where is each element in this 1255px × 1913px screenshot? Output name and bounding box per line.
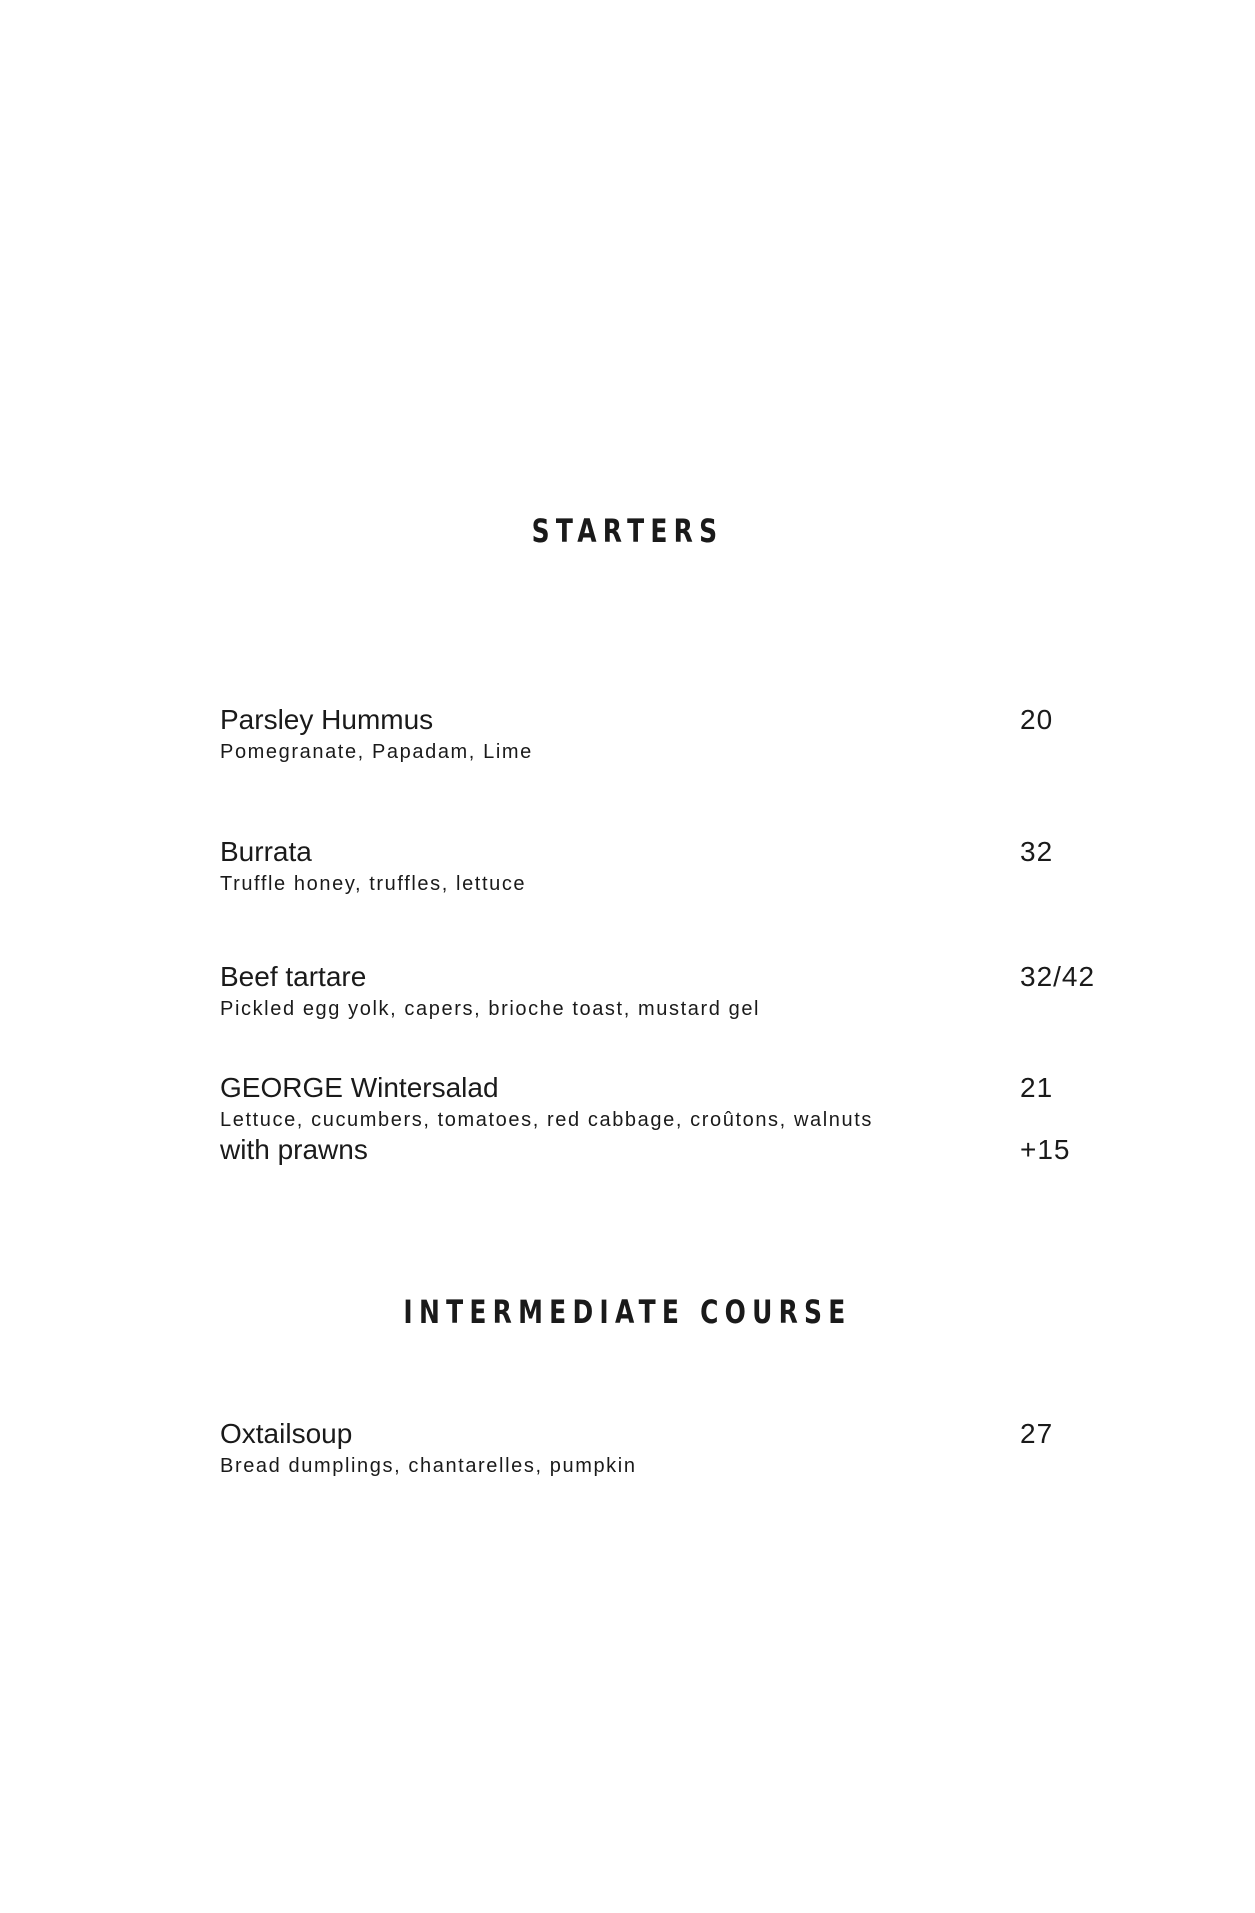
item-price: 21: [1020, 1072, 1054, 1103]
item-name: Beef tartare: [220, 961, 367, 992]
item-name: Parsley Hummus: [220, 704, 434, 735]
item-price: 32/42: [1020, 961, 1096, 992]
item-price: 27: [1020, 1418, 1054, 1449]
item-description: Pomegranate, Papadam, Lime: [220, 741, 533, 763]
item-price: 20: [1020, 704, 1054, 735]
item-name: Oxtailsoup: [220, 1418, 353, 1449]
item-extra: with prawns: [220, 1134, 368, 1165]
item-description: Lettuce, cucumbers, tomatoes, red cabbage, croûtons, walnuts: [220, 1109, 873, 1131]
item-name: GEORGE Wintersalad: [220, 1072, 499, 1103]
item-description: Pickled egg yolk, capers, brioche toast, mustard gel: [220, 998, 761, 1020]
section-title-intermediate-course: INTERMEDIATE COURSE: [403, 1293, 852, 1331]
item-description: Bread dumplings, chantarelles, pumpkin: [220, 1455, 637, 1477]
item-description: Truffle honey, truffles, lettuce: [220, 873, 527, 895]
item-price: 32: [1020, 836, 1054, 867]
section-title-starters: STARTERS: [531, 512, 724, 550]
item-extra-price: +15: [1020, 1134, 1071, 1165]
item-name: Burrata: [220, 836, 312, 867]
